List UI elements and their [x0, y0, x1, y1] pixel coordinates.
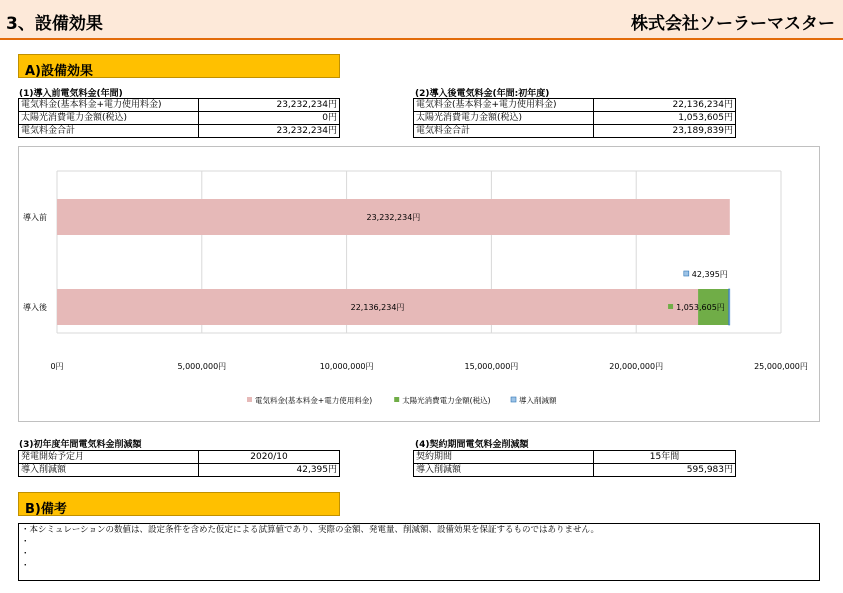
remark-line: ・	[21, 537, 30, 547]
cost-comparison-chart	[19, 147, 819, 421]
table-row	[19, 125, 340, 138]
contract-table	[413, 450, 736, 477]
page-header	[0, 0, 843, 40]
x-tick-label: 10,000,000円	[319, 362, 374, 371]
row-label: 電気料金(基本料金+電力使用料金)	[414, 99, 594, 112]
x-tick-label: 5,000,000円	[177, 362, 227, 371]
table-row	[19, 464, 340, 477]
table-row	[414, 464, 736, 477]
row-label: 電気料金合計	[414, 125, 594, 138]
data-label: 22,136,234円	[350, 303, 405, 312]
x-tick-label: 15,000,000円	[464, 362, 519, 371]
table-row	[414, 451, 736, 464]
legend-label: 導入削減額	[519, 396, 557, 405]
contract-table-heading: (4)契約期間電気料金削減額	[415, 440, 529, 450]
data-label: 1,053,605円	[676, 303, 725, 312]
table-row	[19, 451, 340, 464]
x-tick-label: 20,000,000円	[609, 362, 664, 371]
legend-swatch	[247, 397, 252, 402]
legend-swatch	[394, 397, 399, 402]
table-row	[19, 112, 340, 125]
row-label: 導入削減額	[19, 464, 199, 477]
row-label: 電気料金合計	[19, 125, 199, 138]
table-row	[414, 99, 736, 112]
category-label: 導入後	[23, 303, 47, 312]
data-label-marker	[668, 304, 673, 309]
row-value: 23,189,839円	[594, 125, 736, 138]
section-a-label: A)設備効果	[25, 64, 94, 79]
legend-label: 太陽光消費電力金額(税込)	[402, 396, 491, 405]
remark-line: ・	[21, 549, 30, 559]
x-tick-label: 0円	[50, 362, 64, 371]
row-label: 導入削減額	[414, 464, 594, 477]
row-value: 1,053,605円	[594, 112, 736, 125]
table-row	[414, 112, 736, 125]
row-value: 42,395円	[199, 464, 340, 477]
section-b-band	[18, 492, 340, 516]
remark-line: ・	[21, 561, 30, 571]
first-year-table	[18, 450, 340, 477]
remarks-box	[18, 523, 820, 581]
legend-label: 電気料金(基本料金+電力使用料金)	[255, 396, 373, 405]
section-a-band	[18, 54, 340, 78]
remark-line: ・本シミュレーションの数値は、設定条件を含めた仮定による試算値であり、実際の金額、発電量、削減額、設備効果を保証するものではありません。	[21, 525, 600, 535]
row-value: 23,232,234円	[199, 99, 340, 112]
row-value: 595,983円	[594, 464, 736, 477]
data-label: 42,395円	[691, 270, 728, 279]
data-label: 23,232,234円	[366, 213, 421, 222]
table-row	[414, 125, 736, 138]
row-label: 発電開始予定月	[19, 451, 199, 464]
row-value: 23,232,234円	[199, 125, 340, 138]
data-label-marker	[684, 271, 689, 276]
section-b-label: B)備考	[25, 502, 67, 517]
bar-segment	[729, 289, 730, 325]
table-row	[19, 99, 340, 112]
row-value: 2020/10	[199, 451, 340, 464]
row-label: 太陽光消費電力金額(税込)	[19, 112, 199, 125]
after-table	[413, 98, 736, 138]
row-value: 0円	[199, 112, 340, 125]
page-title: 3、設備効果	[6, 14, 103, 34]
row-value: 22,136,234円	[594, 99, 736, 112]
after-table-heading: (2)導入後電気料金(年間:初年度)	[415, 89, 550, 99]
before-table-heading: (1)導入前電気料金(年間)	[19, 89, 123, 99]
row-label: 契約期間	[414, 451, 594, 464]
company-name: 株式会社ソーラーマスター	[631, 14, 835, 34]
row-value: 15年間	[594, 451, 736, 464]
legend-swatch	[511, 397, 516, 402]
category-label: 導入前	[23, 213, 47, 222]
x-tick-label: 25,000,000円	[754, 362, 808, 371]
row-label: 電気料金(基本料金+電力使用料金)	[19, 99, 199, 112]
row-label: 太陽光消費電力金額(税込)	[414, 112, 594, 125]
first-year-table-heading: (3)初年度年間電気料金削減額	[19, 440, 142, 450]
chart-container	[18, 146, 820, 422]
before-table	[18, 98, 340, 138]
